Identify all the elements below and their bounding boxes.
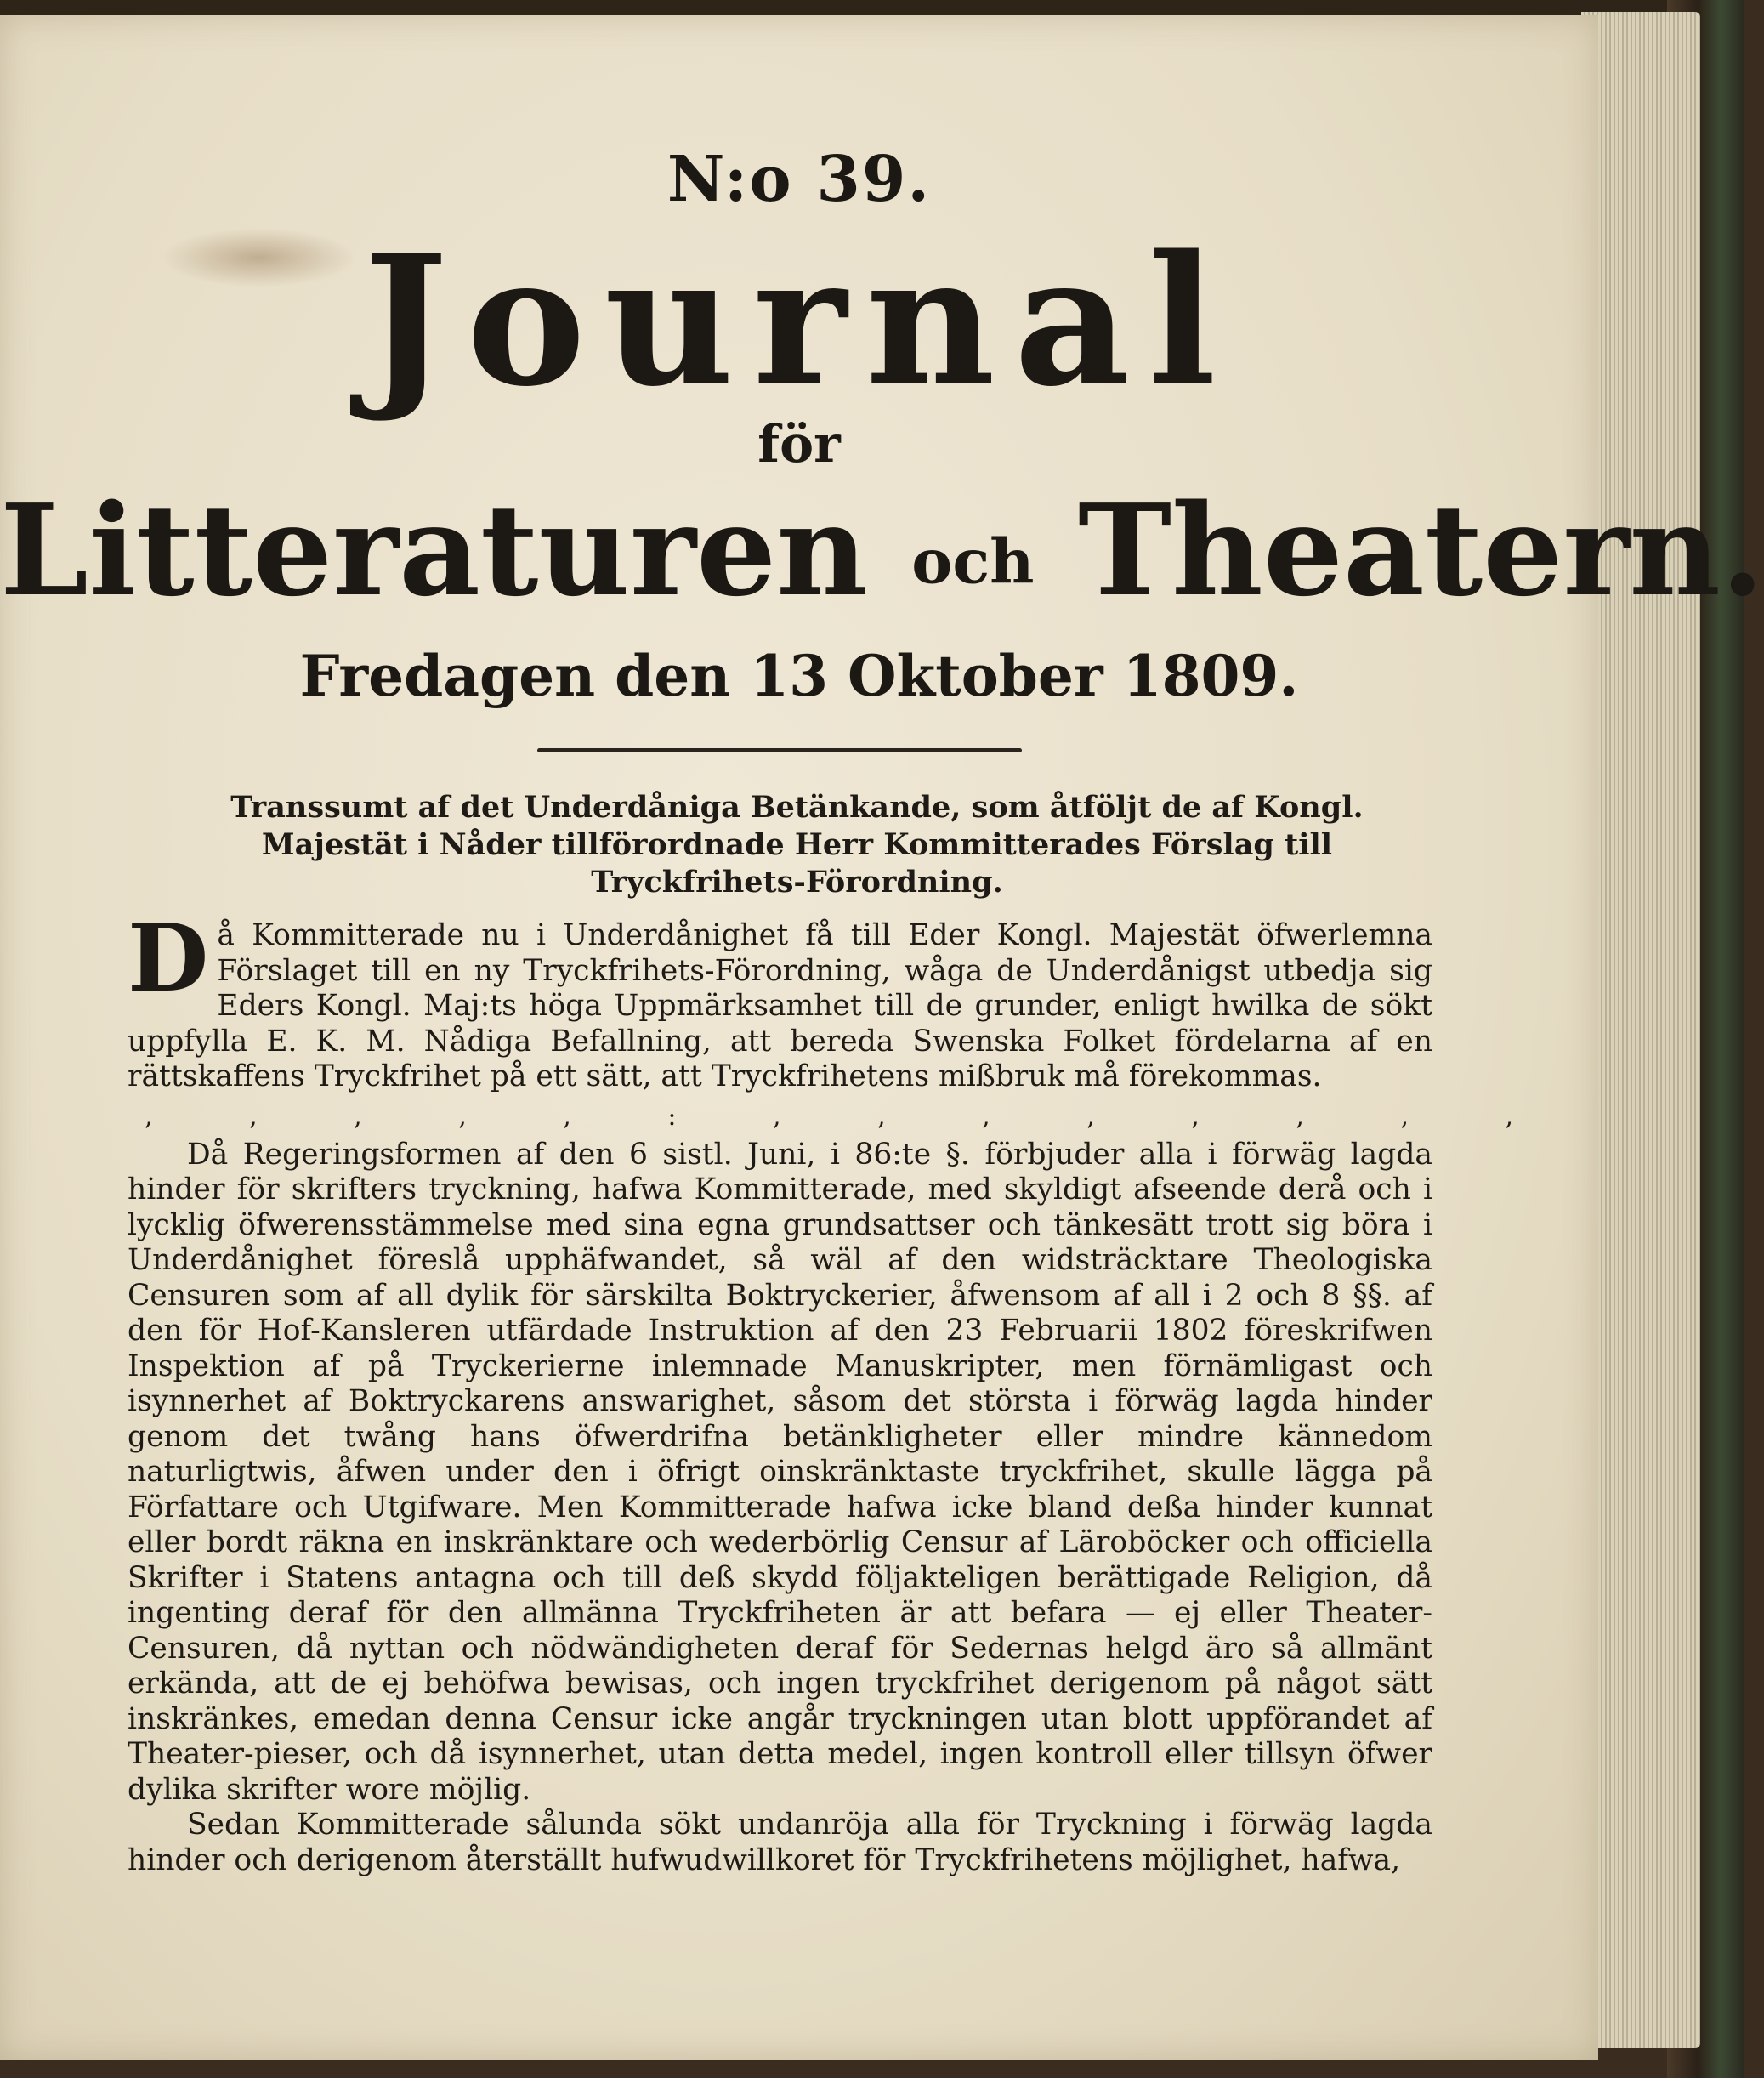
drop-cap: D — [128, 903, 209, 1013]
issue-number: N:o 39. — [666, 143, 932, 216]
page-edges — [1581, 12, 1700, 2048]
issue-date: Fredagen den 13 Oktober 1809. — [299, 643, 1299, 709]
ellipsis-dots: , , , , , : , , , , , , , , — [145, 1101, 1558, 1132]
article-paragraph-3: Sedan Kommitterade sålunda sökt undanröja alla för Tryckning i förwäg lagda hinder och derigenom återställt hufwudwillkoret för Tryckfrihetens möjlighet, hafwa, — [128, 1808, 1432, 1877]
article — [128, 789, 1558, 1878]
subtitle-litteraturen: Litteraturen — [0, 476, 868, 624]
article-heading: Transsumt af det Underdåniga Betänkande, som åtföljt de af Kongl. Majestät i Nåder tillförordnade Herr Kommitterades Förslag till Tryckfrihets-Förordning. — [230, 790, 1364, 900]
subtitle-theatern: Theatern. — [1078, 476, 1764, 624]
subtitle-och: och — [911, 525, 1035, 598]
masthead-rule — [537, 748, 1022, 752]
journal-title: Journal — [363, 216, 1235, 426]
article-paragraph-2: Då Regeringsformen af den 6 sistl. Juni, i 86:te §. förbjuder alla i förwäg lagda hinder för skrifters tryckning, hafwa Kommitterade, med skyldigt afseende derå och i lycklig öfwerensstämmelse med sina egna grundsattser och tänkesätt trott sig böra i Underdånighet föreslå upphäfwandet, så wäl af den widsträcktare Theologiska Censuren som af all dylik för särskilta Boktryckerier, åfwensom af all i 2 och 8 §§. af den för Hof-Kansleren utfärdade Instruktion af den 23 Februarii 1802 föreskrifwen Inspektion af på Tryckerierne inlemnade Manuskripter, men förnämligast och isynnerhet af Boktryckarens answarighet, såsom det största i förwäg lagda hinder genom det twång hans öfwerdrifna betänkligheter eller mindre kännedom naturligtwis, åfwen under den i öfrigt oinskränktaste tryckfrihet, skulle lägga på Författare och Utgifware. Men Kommitterade hafwa icke bland deßa hinder kunnat eller bordt räkna en inskränktare och wederbörlig Censur af Läroböcker och officiella Skrifter i Statens antagna och till deß skydd följakteligen berättigade Religion, då ingenting deraf för den allmänna Tryckfriheten är att befara — ej eller Theater-Censuren, då nyttan och nödwändigheten deraf för Sedernas helgd äro så allmänt erkända, att de ej behöfwa bewisas, och ingen tryckfrihet derigenom på något sätt inskränkes, emedan denna Censur icke angår tryckningen utan blott uppförandet af Theater-pieser, och då isynnerhet, utan detta medel, ingen kontroll eller tillsyn öfwer dylika skrifter wore möjlig. — [128, 1137, 1432, 1807]
article-paragraph-1 — [128, 903, 1432, 1095]
journal-subtitle — [0, 476, 1764, 624]
newspaper-page — [0, 15, 1764, 2060]
paragraph-1-text: å Kommitterade nu i Underdånighet få till Eder Kongl. Majestät öfwerlemna Förslaget till en ny Tryckfrihets-Förordning, wåga de Underdånigst utbedja sig Eders Kongl. Maj:ts höga Uppmärksamhet till de grunder, enligt hwilka de sökt uppfylla E. K. M. Nådiga Befallning, att bereda Swenska Folket fördelarna af en rättskaffens Tryckfrihet på ett sätt, att Tryckfrihetens mißbruk må förekommas. — [128, 918, 1432, 1093]
title-for: för — [757, 415, 841, 474]
